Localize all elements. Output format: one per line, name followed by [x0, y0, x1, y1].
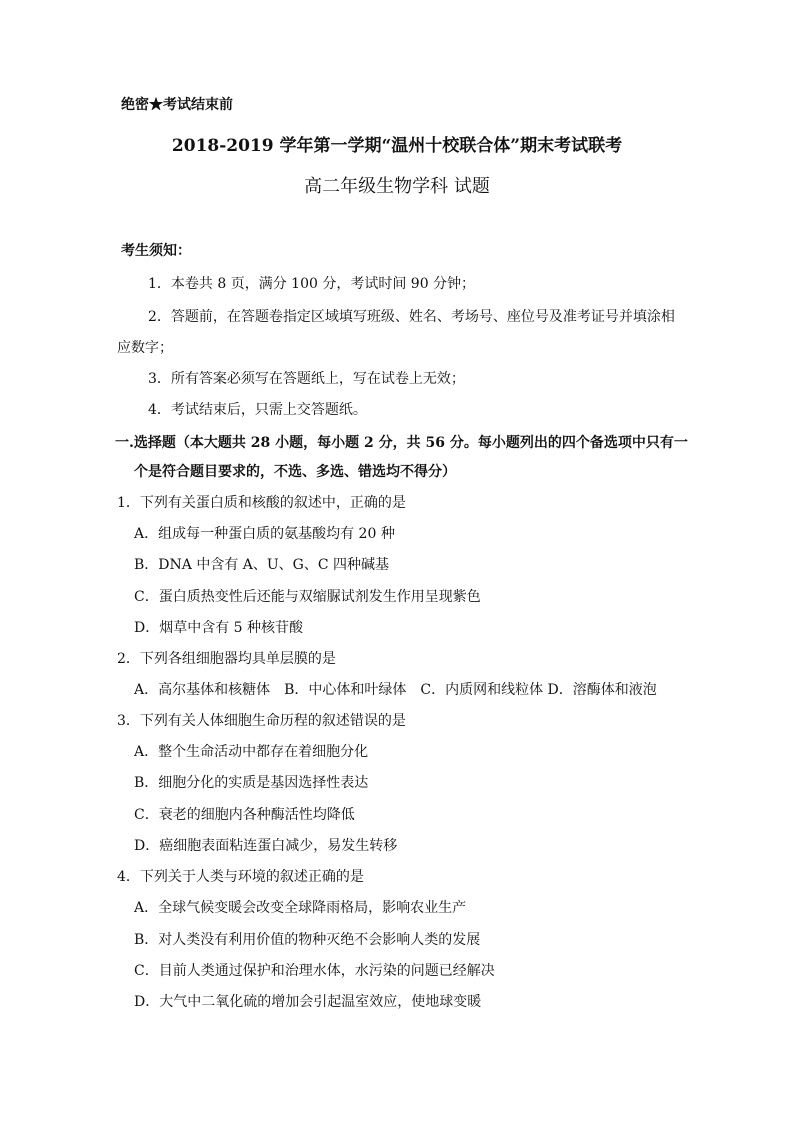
section-heading-cont: 个是符合题目要求的，不选、多选、错选均不得分） — [134, 464, 456, 480]
question-stem: 1．下列有关蛋白质和核酸的叙述中，正确的是 — [117, 495, 406, 511]
notice-item: 4．考试结束后，只需上交答题纸。 — [148, 402, 367, 418]
option: D．癌细胞表面粘连蛋白减少，易发生转移 — [134, 838, 398, 854]
option-row: A．高尔基体和核糖体 B．中心体和叶绿体 C．内质网和线粒体 D．溶酶体和液泡 — [134, 682, 657, 698]
notice-heading: 考生须知： — [121, 243, 191, 259]
question-stem: 3．下列有关人体细胞生命历程的叙述错误的是 — [117, 713, 406, 729]
question-stem: 2．下列各组细胞器均具单层膜的是 — [117, 651, 336, 667]
question-stem: 4．下列关于人类与环境的叙述正确的是 — [117, 869, 364, 885]
notice-item: 3．所有答案必须写在答题纸上，写在试卷上无效； — [148, 371, 465, 387]
secret-tag: 绝密★考试结束前 — [121, 97, 233, 113]
exam-title: 2018-2019 学年第一学期“温州十校联合体”期末考试联考 — [171, 136, 623, 156]
option: A．全球气候变暖会改变全球降雨格局，影响农业生产 — [134, 900, 467, 916]
option: B．细胞分化的实质是基因选择性表达 — [134, 775, 369, 791]
notice-item: 应数字； — [117, 340, 173, 356]
option: C．蛋白质热变性后还能与双缩脲试剂发生作用呈现紫色 — [134, 589, 481, 605]
option: C．衰老的细胞内各种酶活性均降低 — [134, 807, 355, 823]
option: A．整个生命活动中都存在着细胞分化 — [134, 744, 369, 760]
option: D．烟草中含有 5 种核苷酸 — [134, 620, 304, 636]
option: D．大气中二氧化硫的增加会引起温室效应，使地球变暖 — [134, 994, 482, 1010]
option: A．组成每一种蛋白质的氨基酸均有 20 种 — [134, 526, 395, 542]
option: B．DNA 中含有 A、U、G、C 四种碱基 — [134, 557, 390, 573]
exam-subtitle: 高二年级生物学科 试题 — [304, 176, 490, 197]
option: B．对人类没有利用价值的物种灭绝不会影响人类的发展 — [134, 932, 481, 948]
notice-item: 1．本卷共 8 页，满分 100 分，考试时间 90 分钟； — [148, 276, 476, 292]
option: C．目前人类通过保护和治理水体，水污染的问题已经解决 — [134, 963, 495, 979]
notice-item: 2．答题前，在答题卷指定区域填写班级、姓名、考场号、座位号及准考证号并填涂相 — [148, 309, 675, 325]
section-heading: 一.选择题（本大题共 28 小题，每小题 2 分，共 56 分。每小题列出的四个备选项中只有一 — [115, 435, 688, 451]
